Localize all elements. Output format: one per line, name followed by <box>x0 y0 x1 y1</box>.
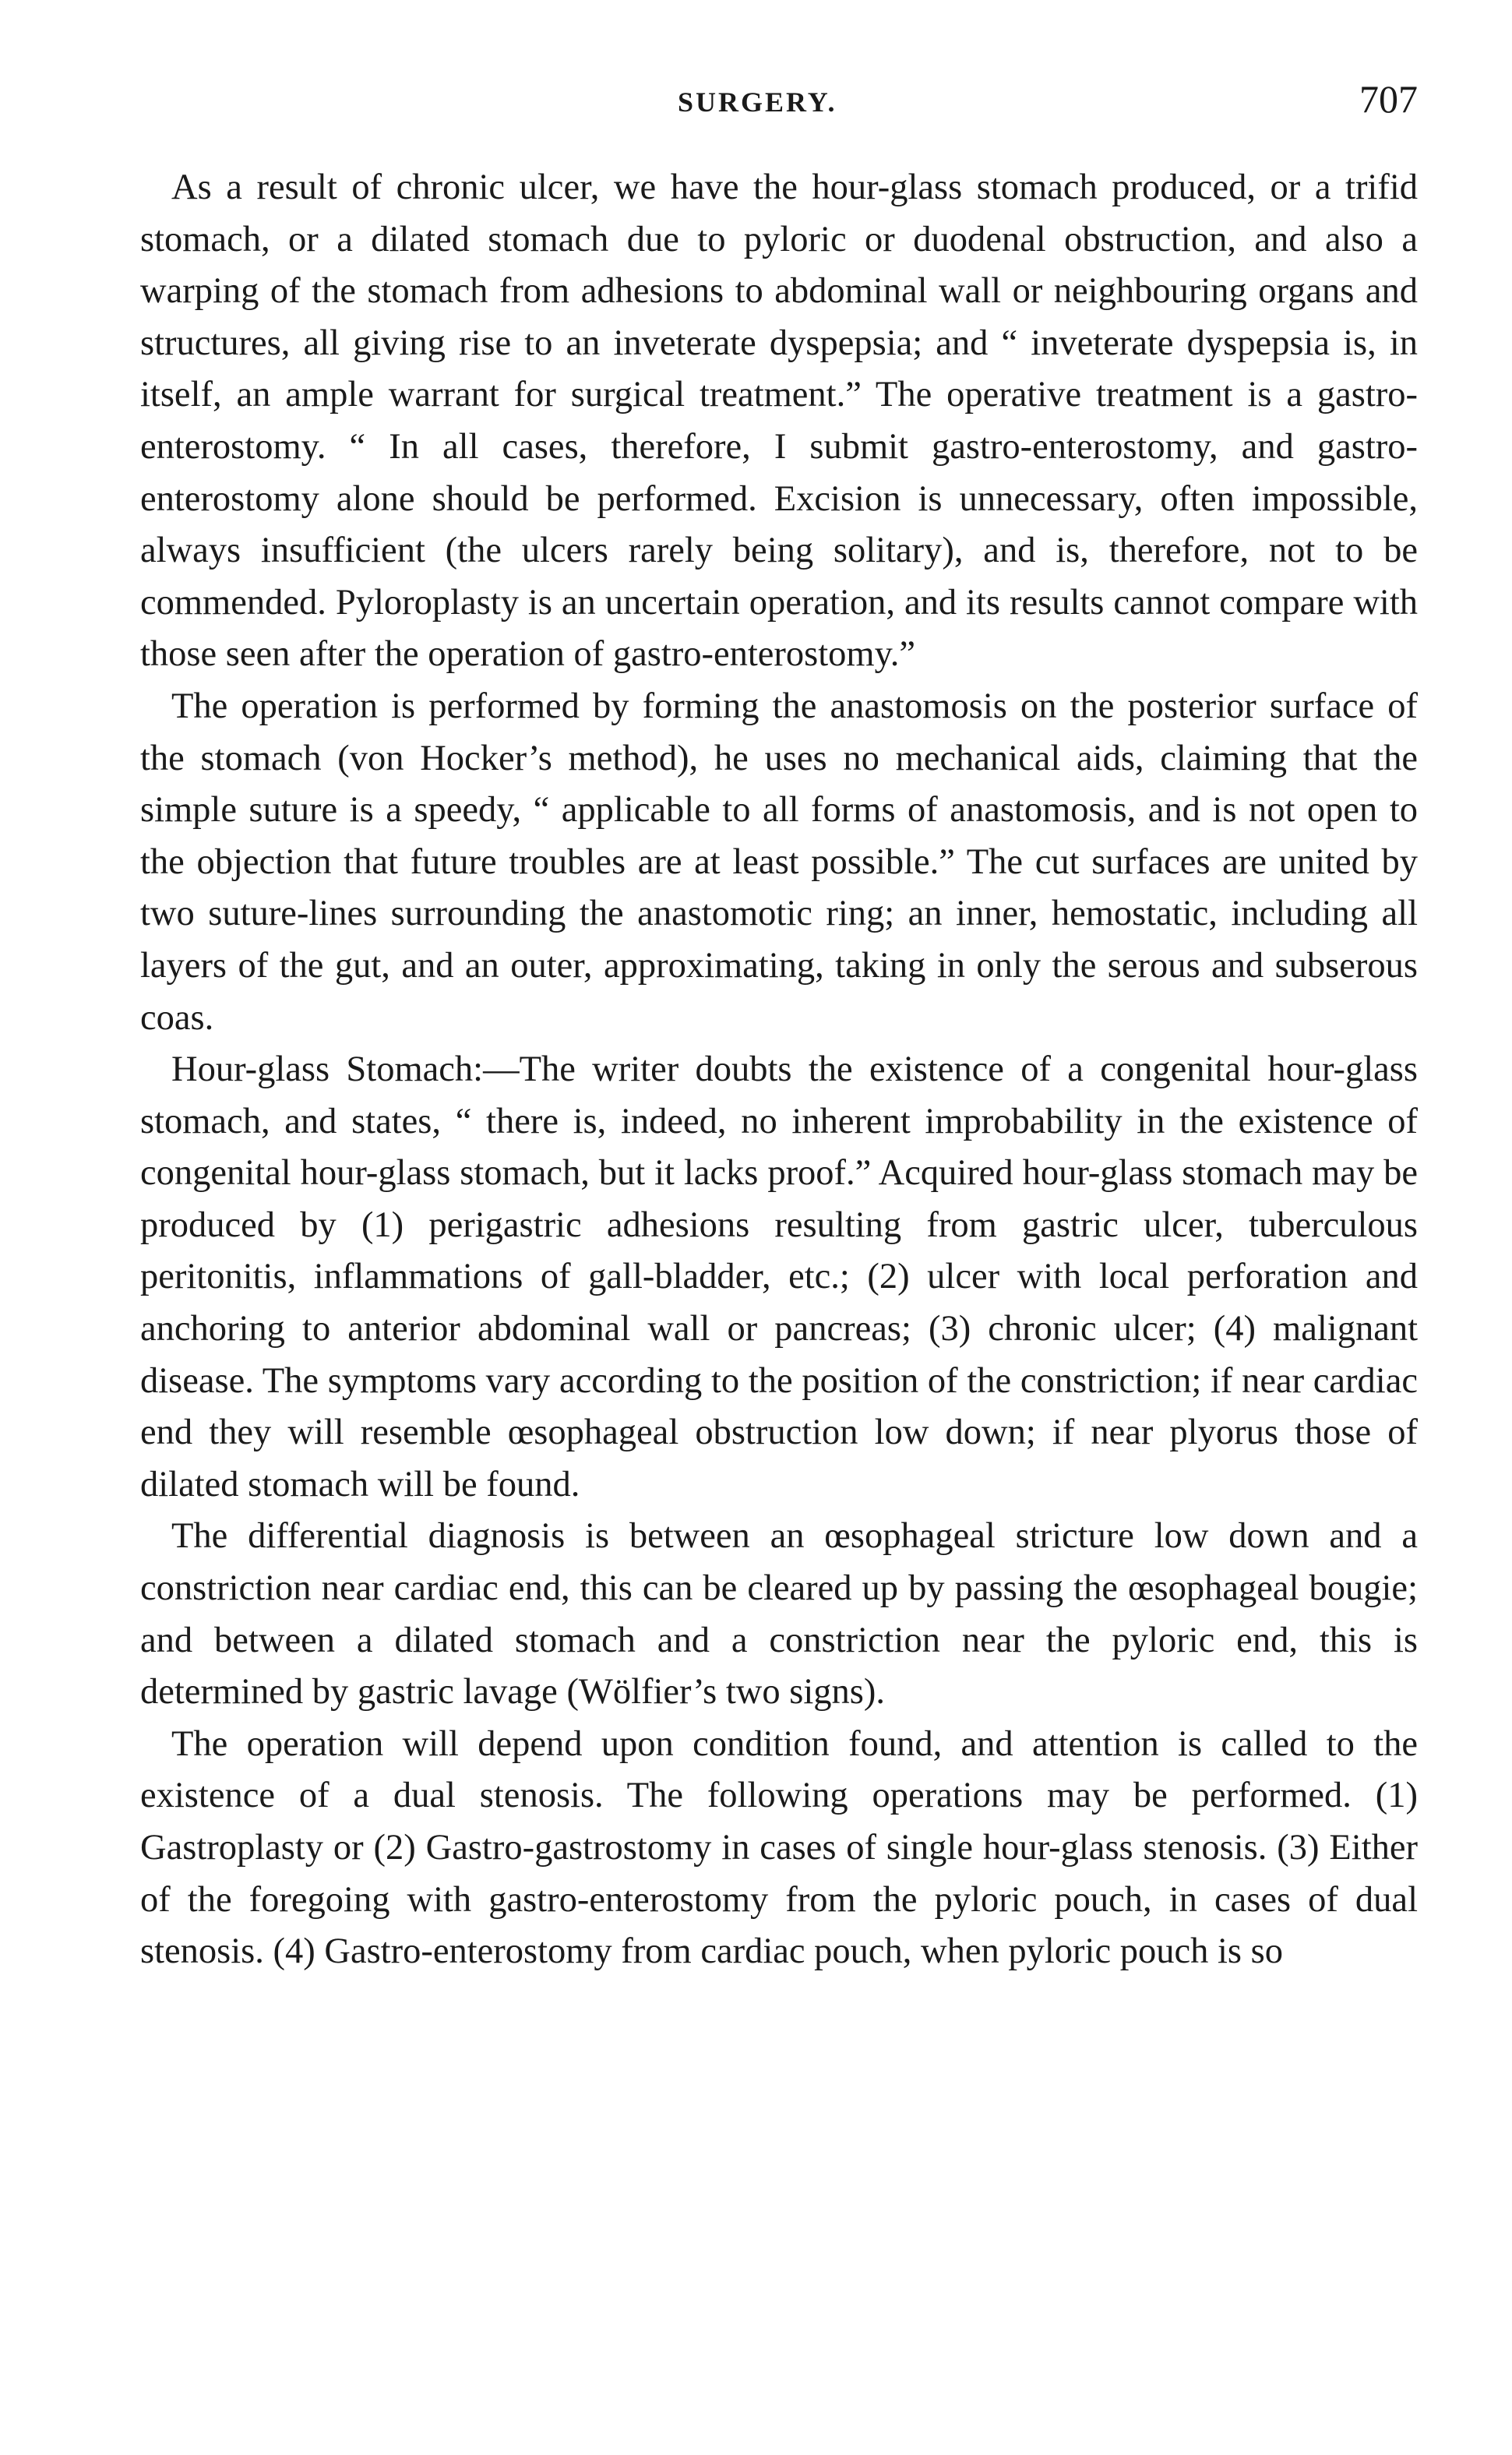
page-number: 707 <box>1359 77 1418 121</box>
paragraph-operation-choice: The operation will depend upon condition found, and attention is called to the existence of a dual stenosis. The following operations may be performed. (1) Gastroplasty or (2) Gastro-gastrostomy in cases of single hour-glass stenosis. (3) Either of the foregoing with gastro-enterostomy from the pyloric pouch, in cases of dual stenosis. (4) Gastro-enterostomy from cardiac pouch, when pyloric pouch is so <box>140 1723 1418 1972</box>
paragraph-chronic-ulcer: As a result of chronic ulcer, we have the hour-glass stomach produced, or a trifid stomach, or a dilated stomach due to pyloric or duodenal obstruction, and also a warping of the stomach from adhesions to abdominal wall or neighbouring organs and structures, all giving rise to an inveterate dyspepsia; and “ inveterate dyspepsia is, in itself, an ample warrant for surgical treatment.” The operative treatment is a gastro-enterostomy. “ In all cases, therefore, I submit gastro-enterostomy, and gastro-enterostomy alone should be performed. Excision is unnecessary, often impossible, always insufficient (the ulcers rarely being solitary), and is, therefore, not to be commended. Pyloroplasty is an uncertain operation, and its results cannot compare with those seen after the operation of gastro-enterostomy.” <box>140 168 1418 675</box>
paragraph-operation-method: The operation is performed by forming the anastomosis on the posterior surface of the stomach (von Hocker’s method), he uses no mechanical aids, claiming that the simple suture is a speedy, “ applicable to all forms of anastomosis, and is not open to the objection that future troubles are at least possible.” The cut surfaces are united by two suture-lines surrounding the anastomotic ring; an inner, hemostatic, including all layers of the gut, and an outer, approximating, taking in only the serous and subserous coas. <box>140 686 1418 1038</box>
paragraph-differential-diagnosis: The differential diagnosis is between an œsophageal stricture low down and a constriction near cardiac end, this can be cleared up by passing the œsophageal bougie; and between a dilated stomach and a constriction near the pyloric end, this is determined by gastric lavage (Wölfier’s two signs). <box>140 1516 1418 1713</box>
text-body <box>140 162 1418 1978</box>
running-head <box>140 76 1418 123</box>
paragraph-hour-glass-stomach: Hour-glass Stomach:—The writer doubts the existence of a congenital hour-glass stomach, and states, “ there is, indeed, no inherent improbability in the existence of congenital hour-glass stomach, but it lacks proof.” Acquired hour-glass stomach may be produced by (1) perigastric adhesions resulting from gastric ulcer, tuberculous peritonitis, inflammations of gall-bladder, etc.; (2) ulcer with local perforation and anchoring to anterior abdominal wall or pancreas; (3) chronic ulcer; (4) malignant disease. The symptoms vary according to the position of the constriction; if near cardiac end they will resemble œsophageal obstruction low down; if near plyorus those of dilated stomach will be found. <box>140 1049 1418 1504</box>
running-title: SURGERY. <box>678 86 837 118</box>
